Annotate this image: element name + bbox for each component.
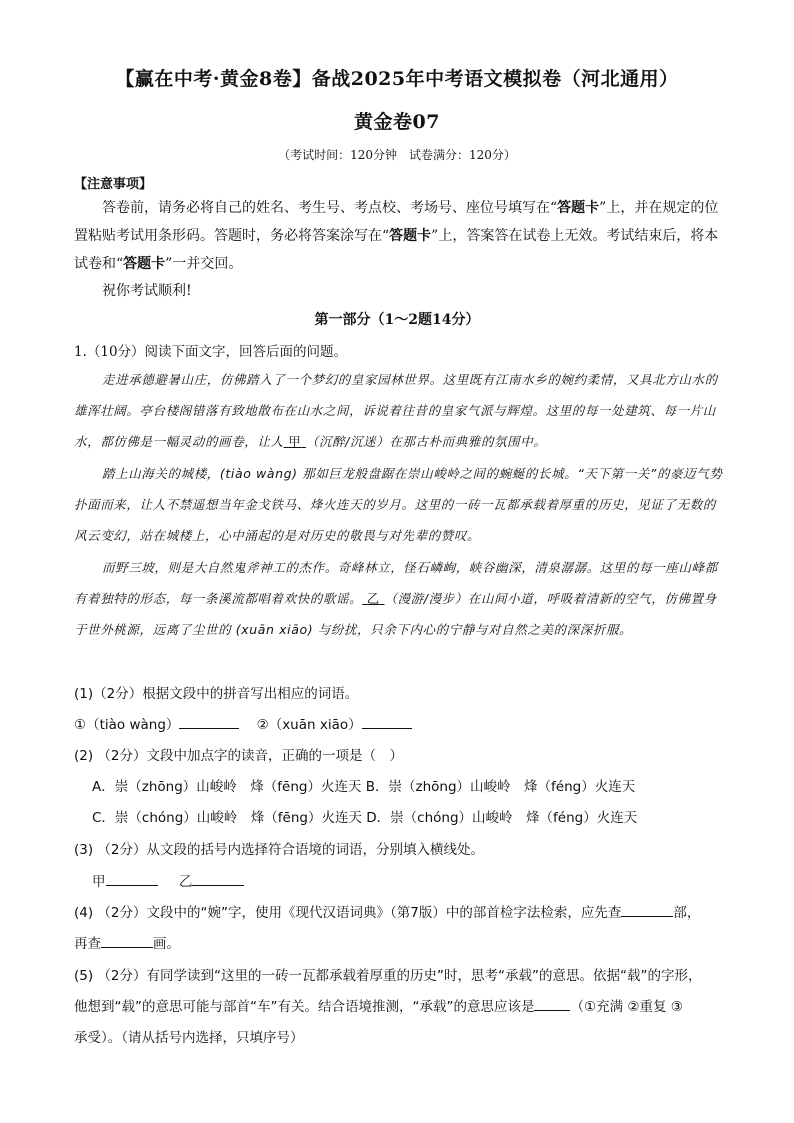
options-a-b: A．崇（zhōng）山峻岭 烽（fēng）火连天 B．崇（zhōng）山峻岭 烽（féng）火连天 [92,779,636,795]
answer-blank[interactable] [534,996,570,1011]
subquestion-1-blanks: ①（tiào wàng） ②（xuān xiāo） [74,713,412,733]
subquestion-3-blanks: 甲 乙 [92,870,244,890]
passage-paragraph-3: 而野三坡，则是大自然鬼斧神工的杰作。奇峰林立，怪石嶙峋，峡谷幽深，清泉潺潺。这里的每一座山峰都有着独特的形态，每一条溪流都唱着欢快的歌谣。 乙 （漫游/漫步）在山间小道，呼吸着清新的空气，仿佛置身于世外桃源，远离了尘世的 (xuān xiāo) 与纷扰，只余下内心的宁静与对自然之美的深深折服。 [74,560,718,637]
subquestion-2: (2) （2分）文段中加点字的读音，正确的一项是（ ） [74,748,404,764]
exam-subtitle: 黄金卷07 [354,111,440,133]
subquestion-5-line3: 承受）。（请从括号内选择，只填序号） [74,1030,304,1046]
wish-text: 祝你考试顺利! [102,283,192,299]
blank-jia: 甲 [288,434,302,449]
answer-blank[interactable] [192,871,244,886]
subquestion-3: (3) （2分）从文段的括号内选择符合语境的词语，分别填入横线处。 [74,842,485,858]
notice-heading: 【注意事项】 [74,177,153,192]
passage-paragraph-2: 踏上山海关的城楼，(tiào wàng) 那如巨龙般盘踞在崇山峻岭之间的蜿蜒的长城。“天下第一关”的豪迈气势扑面而来，让人不禁遥想当年金戈铁马、烽火连天的岁月。这里的一砖一瓦都承载着厚重的历史，见证了无数的风云变幻，站在城楼上，心中涌起的是对历史的敬畏与对先辈的赞叹。 [74,466,723,543]
answer-blank[interactable] [101,933,153,948]
answer-blank[interactable] [106,871,158,886]
passage-paragraph-1: 走进承德避暑山庄，仿佛踏入了一个梦幻的皇家园林世界。这里既有江南水乡的婉约柔情，又具北方山水的雄浑壮阔。亭台楼阁错落有致地散布在山水之间，诉说着往昔的皇家气派与辉煌。这里的每一处建筑、每一片山水，都仿佛是一幅灵动的画卷，让人 甲 （沉醉/沉迷）在那古朴而典雅的氛围中。 [74,372,718,449]
answer-blank[interactable] [362,714,412,729]
subquestion-4: (4) （2分）文段中的“婉”字，使用《现代汉语词典》（第7版）中的部首检字法检索，应先查 部， [74,901,700,921]
subquestion-5-line2: 他想到“载”的意思可能与部首“车”有关。结合语境推测，“承载”的意思应该是 （①充满 ②重复 ③ [74,995,683,1015]
options-c-d: C．崇（chóng）山峻岭 烽（fēng）火连天 D．崇（chóng）山峻岭 烽（féng）火连天 [92,810,638,826]
notice-paragraph: 答卷前，请务必将自己的姓名、考生号、考点校、考场号、座位号填写在“答题卡”上，并在规定的位置粘贴考试用条形码。答题时，务必将答案涂写在“答题卡”上，答案答在试卷上无效。考试结束后，将本试卷和“答题卡”一并交回。 [74,200,719,272]
question-1-stem: 1.（10分）阅读下面文字，回答后面的问题。 [74,344,348,360]
answer-blank[interactable] [179,714,239,729]
part-heading: 第一部分（1～2题14分） [314,312,480,328]
answer-blank[interactable] [621,902,673,917]
exam-title: 【赢在中考·黄金8卷】备战2025年中考语文模拟卷（河北通用） [115,68,679,90]
subquestion-1: (1)（2分）根据文段中的拼音写出相应的词语。 [74,686,359,702]
subquestion-5: (5) （2分）有同学读到“这里的一砖一瓦都承载着厚重的历史”时，思考“承载”的意思。依据“载”的字形， [74,968,702,984]
exam-info: （考试时间：120分钟 试卷满分：120分） [278,148,516,162]
blank-yi: 乙 [366,591,380,606]
subquestion-4-continued: 再查 画。 [74,932,180,952]
